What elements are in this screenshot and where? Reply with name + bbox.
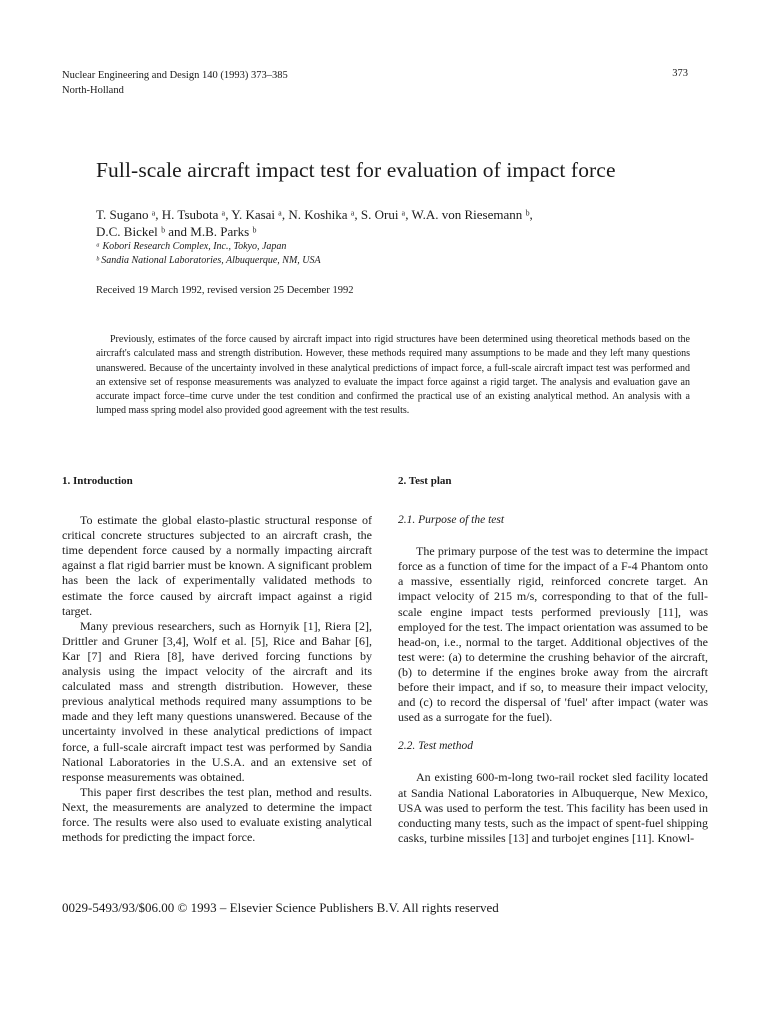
author-list (96, 206, 696, 240)
intro-paragraph-1: To estimate the global elasto-plastic structural response of critical concrete structures subjected to an aircraft crash, the time dependent force caused by a normally impacting aircraft against a flat rigid barrier must be known. A significant problem has been the lack of experimentally validated methods to estimate the force caused by aircraft impact against a rigid target. (62, 513, 372, 618)
affiliation-a: ᵃ Kobori Research Complex, Inc., Tokyo, Japan (96, 241, 287, 252)
paper-title: Full-scale aircraft impact test for evaluation of impact force (96, 158, 616, 182)
right-column (398, 474, 708, 846)
authors-line-2: D.C. Bickel ᵇ and M.B. Parks ᵇ (96, 224, 257, 239)
test-method-paragraph: An existing 600-m-long two-rail rocket sled facility located at Sandia National Laboratories in Albuquerque, New Mexico, USA was used to perform the test. This facility has been used in conducting many tests, such as the impact of spent-fuel shipping casks, turbine missiles [13] and turbojet engines [11]. Knowl- (398, 770, 708, 845)
journal-citation (62, 68, 288, 98)
intro-paragraph-2: Many previous researchers, such as Hornyik [1], Riera [2], Drittler and Gruner [3,4], Wolf et al. [5], Rice and Bahar [6], Kar [7] and Riera [8], have derived forcing functions by analysis using the impact velocity of the aircraft and its calculated mass and strength distribution. However, these previous analytical methods required many assumptions to be made and they left many questions unanswered. Because of the uncertainty involved in these analytical predictions of impact force, a full-scale aircraft impact test was performed by Sandia National Laboratories in the U.S.A. and an extensive set of response measurements was obtained. (62, 618, 372, 784)
purpose-paragraph: The primary purpose of the test was to determine the impact force as a function of time for the impact of a F-4 Phantom onto a massive, essentially rigid, reinforced concrete target. An impact velocity of 215 m/s, corresponding to that of the full-scale engine impact tests performed previously [11], was employed for the test. The impact orientation was assumed to be head-on, i.e., normal to the target. Additional objectives of the test were: (a) to determine the crushing behavior of the aircraft, (b) to determine if the engines broke away from the aircraft before their impact, and if so, to measure their impact velocity, and (c) to record the dispersal of 'fuel' after impact (water was used as a surrogate for the fuel). (398, 544, 708, 725)
received-dates: Received 19 March 1992, revised version 25 December 1992 (96, 285, 354, 296)
spacer (398, 725, 708, 739)
intro-paragraph-3: This paper first describes the test plan, method and results. Next, the measurements are analyzed to determine the impact force. The results were also used to evaluate existing analytical methods for predicting the impact force. (62, 784, 372, 845)
section-heading-test-plan: 2. Test plan (398, 475, 452, 487)
journal-name-line: Nuclear Engineering and Design 140 (1993) 373–385 (62, 70, 288, 81)
page-number: 373 (672, 68, 688, 79)
authors-line-1: T. Sugano ᵃ, H. Tsubota ᵃ, Y. Kasai ᵃ, N. Koshika ᵃ, S. Orui ᵃ, W.A. von Riesemann ᵇ, (96, 207, 533, 222)
left-column (62, 474, 372, 845)
abstract: Previously, estimates of the force caused by aircraft impact into rigid structures have been determined using theoretical methods based on the aircraft's calculated mass and strength distribution. However, these methods required many assumptions to be made and they left many questions unanswered. Because of the uncertainty involved in these analytical predictions of impact force, a full-scale aircraft impact test was performed and an extensive set of response measurements was analyzed to evaluate the impact force against a rigid target. The analysis and evaluation gave an accurate impact force–time curve under the test condition and confirmed the practical use of an existing analytical method. An analysis with a lumped mass spring model also provided good agreement with the test results. (96, 334, 690, 417)
subsection-heading-purpose: 2.1. Purpose of the test (398, 514, 505, 527)
affiliation-b: ᵇ Sandia National Laboratories, Albuquerque, NM, USA (96, 255, 321, 266)
subsection-heading-test-method: 2.2. Test method (398, 740, 473, 753)
affiliations (96, 240, 321, 268)
copyright-footer: 0029-5493/93/$06.00 © 1993 – Elsevier Science Publishers B.V. All rights reserved (62, 900, 499, 915)
section-heading-introduction: 1. Introduction (62, 475, 133, 487)
publisher-line: North-Holland (62, 85, 124, 96)
